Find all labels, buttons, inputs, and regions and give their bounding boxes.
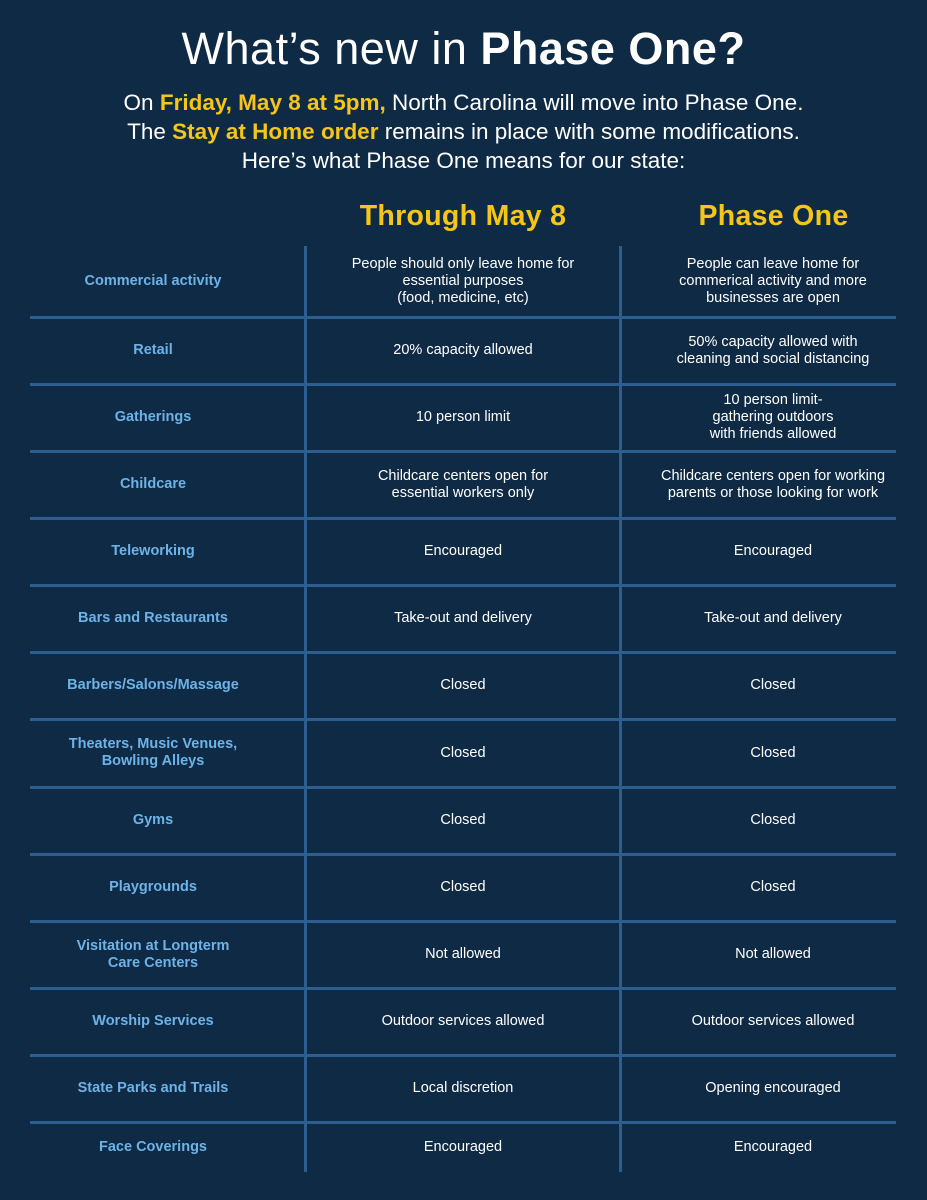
table-row bbox=[0, 585, 927, 652]
cell-through-may-8: Outdoor services allowed bbox=[381, 1013, 545, 1029]
cell-phase-one: Closed bbox=[750, 677, 796, 693]
cell-phase-one: Childcare centers open for working parents or those looking for work bbox=[660, 467, 886, 501]
intro-line-3: Here’s what Phase One means for our state: bbox=[241, 148, 686, 173]
cell-phase-one: People can leave home for commerical activity and more businesses are open bbox=[679, 256, 867, 306]
cell-phase-one: Not allowed bbox=[735, 946, 811, 962]
title-bold: Phase One? bbox=[480, 23, 746, 74]
cell-through-may-8: Not allowed bbox=[425, 946, 501, 962]
row-category: Face Coverings bbox=[99, 1138, 207, 1155]
table-row bbox=[0, 921, 927, 988]
row-category: Gatherings bbox=[114, 409, 192, 425]
cell-phase-one: Encouraged bbox=[733, 543, 813, 559]
intro-l1-highlight: Friday, May 8 at 5pm, bbox=[159, 90, 386, 115]
intro-l1-a: On bbox=[123, 90, 160, 115]
cell-through-may-8: Closed bbox=[440, 879, 486, 895]
table-row bbox=[0, 246, 927, 317]
intro-l2-b: remains in place with some modifications. bbox=[378, 119, 800, 144]
table-row bbox=[0, 854, 927, 921]
cell-through-may-8: Closed bbox=[440, 744, 486, 761]
row-category: Bars and Restaurants bbox=[78, 610, 228, 626]
cell-through-may-8: Local discretion bbox=[412, 1080, 514, 1096]
cell-phase-one: Opening encouraged bbox=[705, 1080, 841, 1096]
cell-through-may-8: Take-out and delivery bbox=[394, 610, 532, 626]
cell-phase-one: Closed bbox=[750, 744, 796, 761]
column-header-phase-one: Phase One bbox=[698, 200, 849, 232]
row-category: Theaters, Music Venues, Bowling Alleys bbox=[68, 736, 238, 769]
cell-through-may-8: 20% capacity allowed bbox=[393, 342, 533, 358]
cell-phase-one: Take-out and delivery bbox=[704, 610, 842, 626]
table-row bbox=[0, 1122, 927, 1172]
table-row bbox=[0, 451, 927, 518]
table-row bbox=[0, 652, 927, 719]
cell-through-may-8: Childcare centers open for essential workers only bbox=[377, 467, 549, 501]
cell-through-may-8: Closed bbox=[440, 677, 486, 693]
cell-phase-one: 50% capacity allowed with cleaning and social distancing bbox=[676, 333, 870, 367]
table-row bbox=[0, 988, 927, 1055]
intro-l2-highlight: Stay at Home order bbox=[172, 119, 379, 144]
cell-phase-one: Outdoor services allowed bbox=[691, 1013, 855, 1029]
row-category: Gyms bbox=[132, 812, 174, 828]
cell-through-may-8: Encouraged bbox=[423, 543, 503, 559]
cell-phase-one: 10 person limit- gathering outdoors with friends allowed bbox=[709, 392, 837, 442]
cell-phase-one: Closed bbox=[750, 879, 796, 895]
row-category: Playgrounds bbox=[109, 879, 197, 895]
cell-phase-one: Encouraged bbox=[733, 1138, 813, 1155]
cell-through-may-8: Encouraged bbox=[423, 1138, 503, 1155]
title-prefix: What’s new in bbox=[181, 23, 481, 74]
row-category: Childcare bbox=[119, 476, 187, 492]
cell-through-may-8: Closed bbox=[440, 812, 486, 828]
table-row bbox=[0, 384, 927, 451]
column-header-through-may-8: Through May 8 bbox=[359, 200, 567, 232]
table-row bbox=[0, 518, 927, 585]
table-row bbox=[0, 317, 927, 384]
table-row bbox=[0, 719, 927, 787]
cell-phase-one: Closed bbox=[750, 812, 796, 828]
cell-through-may-8: People should only leave home for essential purposes (food, medicine, etc) bbox=[351, 256, 575, 306]
table-row bbox=[0, 1055, 927, 1122]
row-category: Commercial activity bbox=[84, 273, 222, 289]
row-category: State Parks and Trails bbox=[77, 1080, 229, 1096]
cell-through-may-8: 10 person limit bbox=[415, 409, 511, 425]
row-category: Barbers/Salons/Massage bbox=[67, 677, 239, 693]
row-category: Teleworking bbox=[111, 543, 195, 559]
row-category: Worship Services bbox=[92, 1013, 214, 1029]
intro-l1-b: North Carolina will move into Phase One. bbox=[385, 90, 804, 115]
row-category: Visitation at Longterm Care Centers bbox=[76, 937, 230, 971]
row-category: Retail bbox=[133, 342, 173, 358]
table-row bbox=[0, 787, 927, 854]
intro-l2-a: The bbox=[127, 119, 173, 144]
